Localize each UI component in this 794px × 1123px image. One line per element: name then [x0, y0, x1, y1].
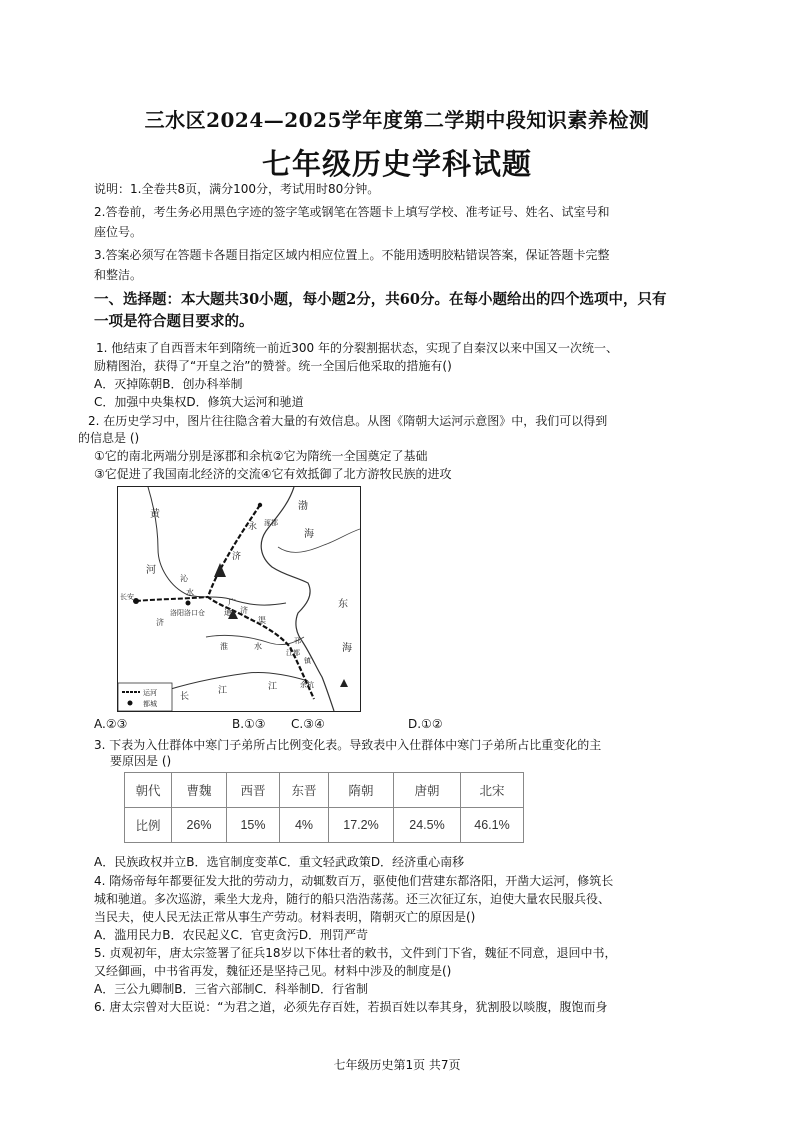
map-label: 长安	[120, 593, 134, 601]
table-header-cell: 西晋	[227, 773, 280, 808]
table-row	[125, 773, 524, 808]
exam-title: 三水区2024—2025学年度第二学期中段知识素养检测	[144, 108, 650, 132]
map-label: 济	[232, 552, 242, 562]
question-2-text: 2. 在历史学习中，图片往往隐含着大量的有效信息。从图《隋朝大运河示意图》中，我们可以得到	[88, 414, 608, 428]
table-header-cell: 朝代	[125, 773, 172, 808]
map-label: 余杭	[300, 681, 314, 689]
table-cell: 比例	[125, 808, 172, 843]
table-cell: 46.1%	[461, 808, 524, 843]
question-2-text: 的信息是 ()	[78, 431, 140, 445]
map-label: 洛阳洛口仓	[170, 609, 205, 617]
question-2-option: C.③④	[291, 717, 325, 731]
map-label: 渠	[258, 616, 266, 625]
map-label: 济	[156, 618, 164, 627]
map-label: 镇	[304, 657, 311, 665]
map-legend-label: 都城	[143, 700, 157, 708]
question-1-options: C．加强中央集权D．修筑大运河和驰道	[94, 395, 304, 409]
question-2-statement: ①它的南北两端分别是涿郡和余杭②它为隋统一全国奠定了基础	[94, 449, 428, 463]
question-5-text: 5. 贞观初年，唐太宗签署了征兵18岁以下体壮者的敕书，文件到门下省，魏征不同意，退回中书，	[94, 946, 617, 960]
table-row	[125, 808, 524, 843]
map-label: 江	[218, 686, 228, 696]
question-1-options: A．灭掉陈朝B．创办科举制	[94, 377, 243, 391]
exam-subtitle: 七年级历史学科试题	[261, 147, 532, 181]
question-4-text: 城和驰道。多次巡游，乘坐大龙舟，随行的船只浩浩荡荡。还三次征辽东，迫使大量农民服兵役、	[94, 892, 611, 906]
table-cell: 26%	[172, 808, 227, 843]
table-cell: 24.5%	[394, 808, 461, 843]
table-header-cell: 东晋	[280, 773, 329, 808]
question-2-option: D.①②	[408, 717, 443, 731]
question-4-options: A．滥用民力B．农民起义C．官吏贪污D．刑罚严苛	[94, 928, 369, 942]
question-1-text: 1. 他结束了自西晋末年到隋统一前近300 年的分裂割据状态，实现了自秦汉以来中国又一次统一、	[96, 341, 618, 355]
map-label: 广	[228, 598, 236, 607]
table-header-cell: 唐朝	[394, 773, 461, 808]
question-5-text: 又经御画，中书省再发，魏征还是坚持己见。材料中涉及的制度是()	[94, 964, 452, 978]
question-5-options: A．三公九卿制B．三省六部制C．科举制D．行省制	[94, 982, 369, 996]
section-heading: 一、选择题：本大题共30小题，每小题2分，共60分。在每小题给出的四个选项中，只有	[94, 291, 667, 308]
table-cell: 4%	[280, 808, 329, 843]
grand-canal-map	[117, 486, 361, 712]
question-6-text: 6. 唐太宗曾对大臣说：“为君之道，必须先存百姓，若损百姓以奉其身，犹割股以啖腹，腹饱而身	[94, 1000, 608, 1014]
map-label: 通	[224, 608, 232, 617]
map-label: 江都	[286, 649, 300, 657]
map-label: 渤	[298, 501, 308, 512]
instruction-line: 2.答卷前，考生务必用黑色字迹的签字笔或钢笔在答题卡上填写学校、准考证号、姓名、试室号和	[94, 205, 610, 219]
table-header-cell: 北宋	[461, 773, 524, 808]
map-label: 海	[342, 643, 352, 654]
map-label: 沁	[180, 574, 188, 583]
map-label: 邗	[294, 637, 301, 645]
table-cell: 17.2%	[329, 808, 394, 843]
instruction-line: 3.答案必须写在答题卡各题目指定区域内相应位置上。不能用透明胶粘错误答案，保证答题卡完整	[94, 248, 610, 262]
map-label: 黄	[150, 509, 160, 520]
map-legend-label: 运河	[143, 689, 157, 697]
question-4-text: 当民夫，使人民无法正常从事生产劳动。材料表明，隋朝灭亡的原因是()	[94, 910, 476, 924]
question-3-text: 3. 下表为入仕群体中寒门子弟所占比例变化表。导致表中入仕群体中寒门子弟所占比重变化的主	[94, 738, 602, 752]
ratio-table	[124, 772, 524, 843]
map-label: 河	[146, 565, 156, 576]
map-label: 海	[304, 529, 314, 540]
map-label: 涿郡	[264, 519, 278, 527]
table-cell: 15%	[227, 808, 280, 843]
question-3-text: 要原因是 ()	[110, 754, 172, 768]
question-3-options: A．民族政权并立B．选官制度变革C．重文轻武政策D．经济重心南移	[94, 855, 465, 869]
instruction-line: 和整洁。	[94, 268, 143, 282]
page-footer: 七年级历史第1页 共7页	[333, 1058, 461, 1072]
map-label: 济	[240, 606, 248, 615]
instruction-line: 座位号。	[94, 225, 143, 239]
instruction-line: 说明：1.全卷共8页，满分100分，考试用时80分钟。	[94, 182, 380, 196]
question-2-statement: ③它促进了我国南北经济的交流④它有效抵御了北方游牧民族的进攻	[94, 467, 452, 481]
table-header-cell: 曹魏	[172, 773, 227, 808]
map-label: 江	[268, 682, 278, 692]
question-2-option: B.①③	[232, 717, 266, 731]
map-label: 长	[180, 692, 190, 702]
question-1-text: 励精图治，获得了“开皇之治”的赞誉。统一全国后他采取的措施有()	[94, 359, 452, 373]
map-label: 水	[254, 642, 262, 651]
map-label: 淮	[220, 642, 228, 651]
question-4-text: 4. 隋炀帝每年都要征发大批的劳动力，动辄数百万，驱使他们营建东都洛阳，开凿大运河，修筑长	[94, 874, 614, 888]
map-label: 永	[248, 522, 258, 532]
question-2-option: A.②③	[94, 717, 128, 731]
table-header-cell: 隋朝	[329, 773, 394, 808]
map-label: 东	[338, 599, 348, 610]
section-heading: 一项是符合题目要求的。	[94, 313, 254, 330]
map-label: 水	[186, 588, 194, 597]
